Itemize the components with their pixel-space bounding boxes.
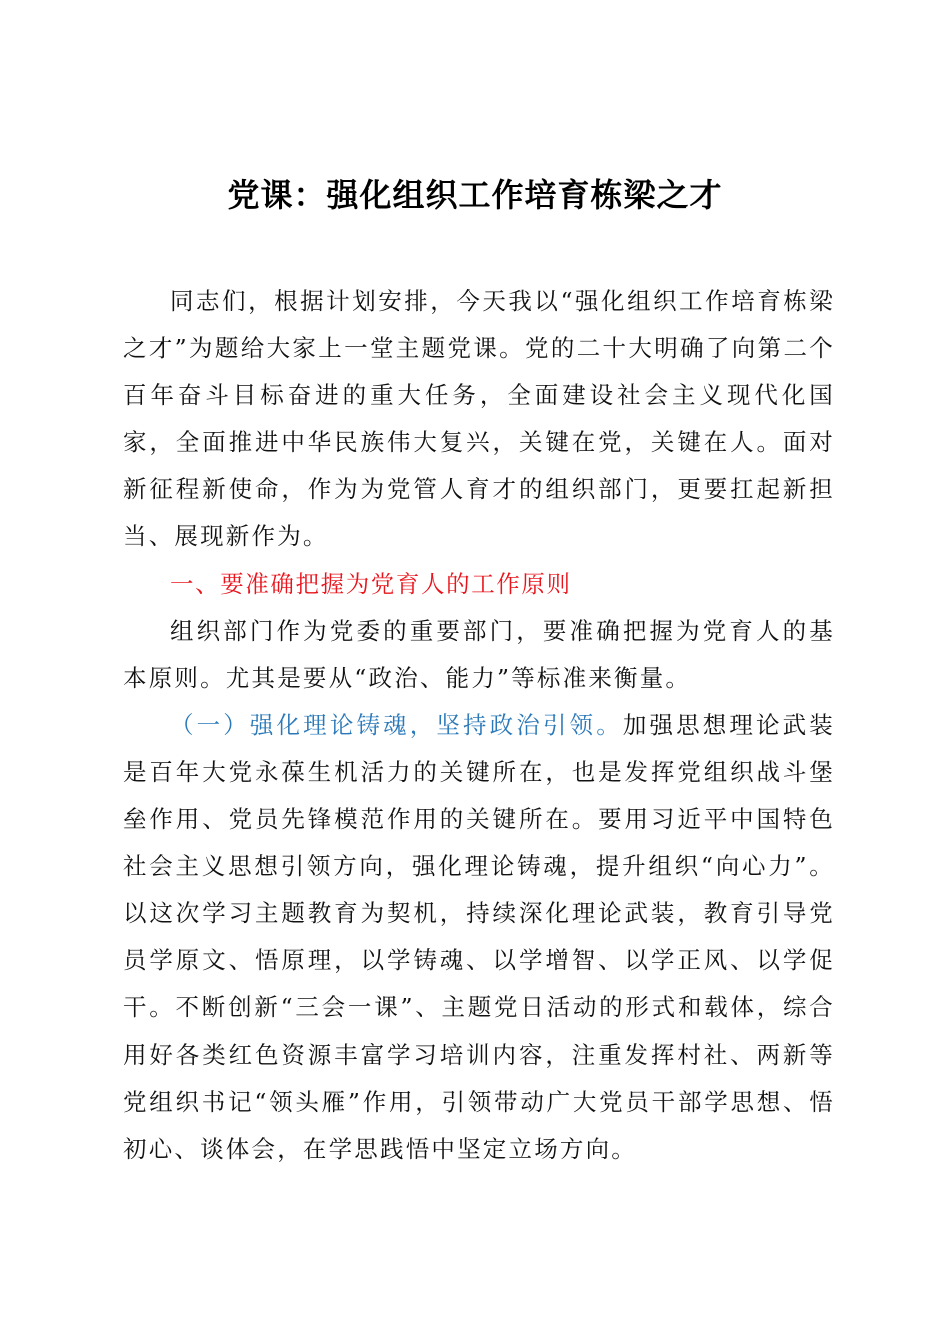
document-body <box>123 278 835 1173</box>
subsection-heading: （一）强化理论铸魂，坚持政治引领。 <box>170 710 623 739</box>
section-paragraph: 组织部门作为党委的重要部门，要准确把握为党育人的基本原则。尤其是要从“政治、能力”等标准来衡量。 <box>123 616 835 692</box>
subsection-paragraph <box>123 702 835 1173</box>
intro-paragraph: 同志们，根据计划安排，今天我以“强化组织工作培育栋梁之才”为题给大家上一堂主题党课。党的二十大明确了向第二个百年奋斗目标奋进的重大任务，全面建设社会主义现代化国家，全面推进中华民族伟大复兴，关键在党，关键在人。面对新征程新使命，作为为党管人育才的组织部门，更要扛起新担当、展现新作为。 <box>123 287 835 551</box>
subsection-body: 加强思想理论武装是百年大党永葆生机活力的关键所在，也是发挥党组织战斗堡垒作用、党员先锋模范作用的关键所在。要用习近平中国特色社会主义思想引领方向，强化理论铸魂，提升组织“向心力”。以这次学习主题教育为契机，持续深化理论武装，教育引导党员学原文、悟原理，以学铸魂、以学增智、以学正风、以学促干。不断创新“三会一课”、主题党日活动的形式和载体，综合用好各类红色资源丰富学习培训内容，注重发挥村社、两新等党组织书记“领头雁”作用，引领带动广大党员干部学思想、悟初心、谈体会，在学思践悟中坚定立场方向。 <box>123 710 835 1163</box>
section-heading: 一、要准确把握为党育人的工作原则 <box>170 569 572 598</box>
document-title: 党课：强化组织工作培育栋梁之才 <box>227 176 723 214</box>
